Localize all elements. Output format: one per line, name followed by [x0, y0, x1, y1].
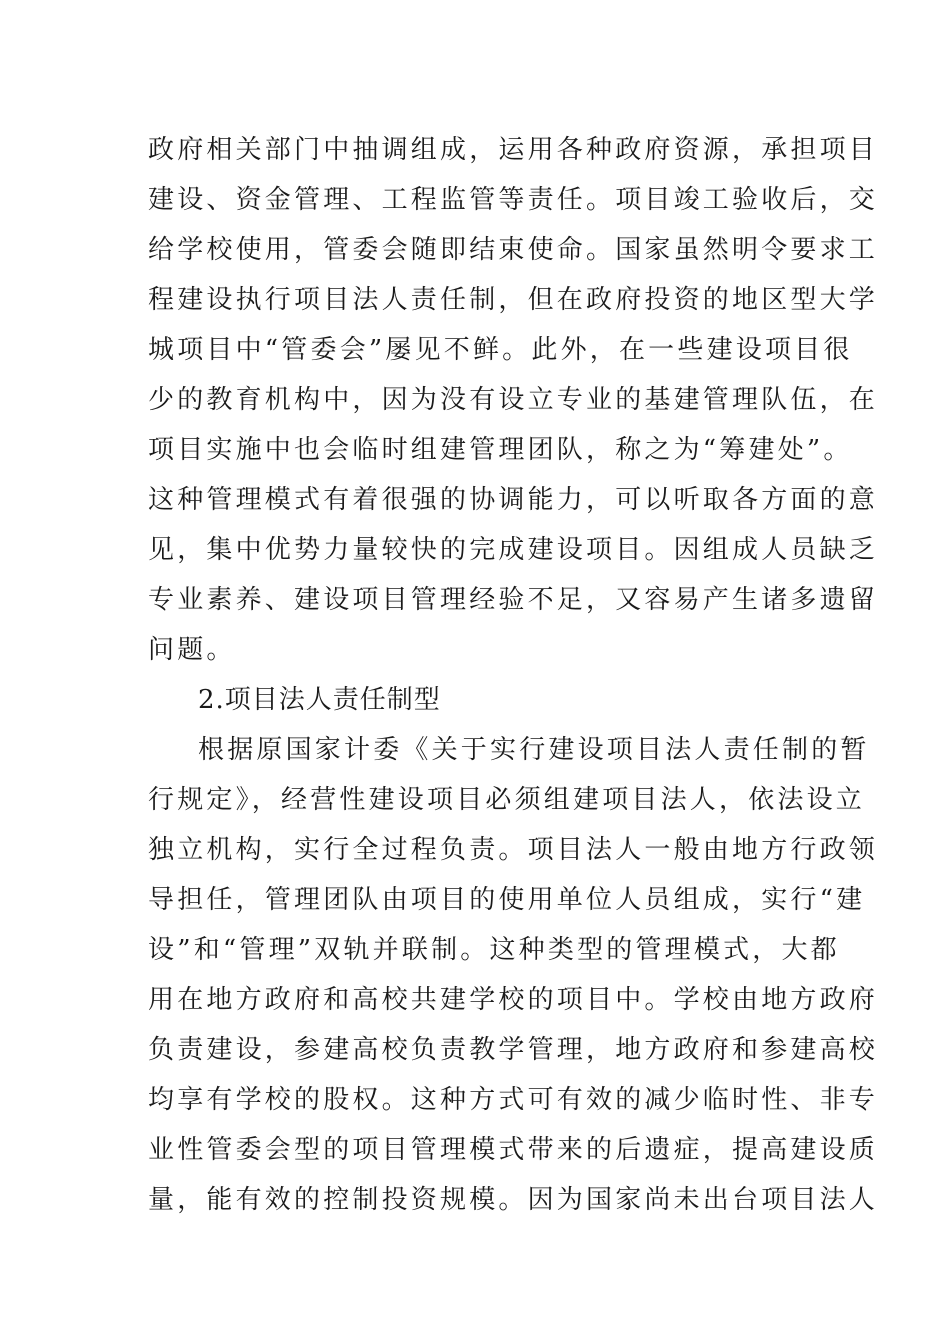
text-line-15: 独立机构，实行全过程负责。项目法人一般由地方行政领 — [148, 835, 879, 865]
text-line-20: 均享有学校的股权。这种方式可有效的减少临时性、非专 — [148, 1085, 879, 1115]
text-line-17: 设”和“管理”双轨并联制。这种类型的管理模式，大都 — [148, 935, 840, 965]
text-line-3: 给学校使用，管委会随即结束使命。国家虽然明令要求工 — [148, 235, 879, 265]
text-line-11: 问题。 — [148, 635, 236, 665]
text-line-2: 建设、资金管理、工程监管等责任。项目竣工验收后，交 — [148, 185, 879, 215]
text-line-1: 政府相关部门中抽调组成，运用各种政府资源，承担项目 — [148, 135, 879, 165]
text-line-16: 导担任，管理团队由项目的使用单位人员组成，实行“建 — [148, 885, 866, 915]
text-line-4: 程建设执行项目法人责任制，但在政府投资的地区型大学 — [148, 285, 879, 315]
text-line-22: 量，能有效的控制投资规模。因为国家尚未出台项目法人 — [148, 1185, 879, 1215]
paragraph-first-line: 根据原国家计委《关于实行建设项目法人责任制的暂 — [198, 735, 870, 765]
text-line-5: 城项目中“管委会”屡见不鲜。此外，在一些建设项目很 — [148, 335, 853, 365]
text-line-9: 见，集中优势力量较快的完成建设项目。因组成人员缺乏 — [148, 535, 879, 565]
section-heading: 2.项目法人责任制型 — [198, 685, 441, 715]
text-line-6: 少的教育机构中，因为没有设立专业的基建管理队伍，在 — [148, 385, 879, 415]
text-line-14: 行规定》，经营性建设项目必须组建项目法人，依法设立 — [148, 785, 866, 815]
text-line-19: 负责建设，参建高校负责教学管理，地方政府和参建高校 — [148, 1035, 879, 1065]
text-line-7: 项目实施中也会临时组建管理团队，称之为“筹建处”。 — [148, 435, 853, 465]
text-line-8: 这种管理模式有着很强的协调能力，可以听取各方面的意 — [148, 485, 879, 515]
text-line-18: 用在地方政府和高校共建学校的项目中。学校由地方政府 — [148, 985, 879, 1015]
text-line-10: 专业素养、建设项目管理经验不足，又容易产生诸多遗留 — [148, 585, 879, 615]
text-line-21: 业性管委会型的项目管理模式带来的后遗症，提高建设质 — [148, 1135, 879, 1165]
